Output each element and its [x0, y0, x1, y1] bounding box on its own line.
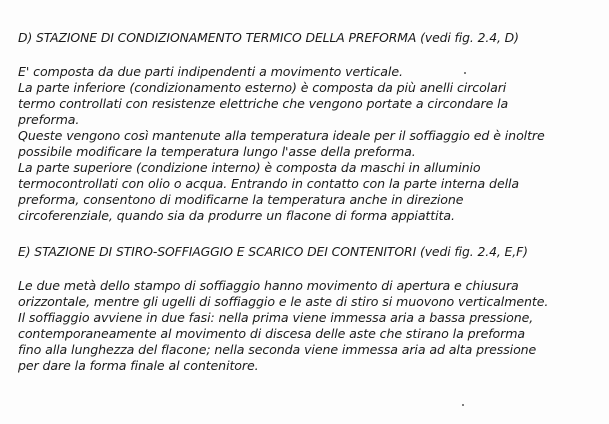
- section-d-line-8: termocontrollati con olio o acqua. Entrando in contatto con la parte interna della: [18, 176, 520, 191]
- section-e-line-1: Le due metà dello stampo di soffiaggio hanno movimento di apertura e chiusura: [18, 278, 519, 293]
- section-e-line-3: Il soffiaggio avviene in due fasi: nella prima viene immessa aria a bassa pressione,: [18, 310, 534, 325]
- section-e-line-4: contemporaneamente al movimento di discesa delle aste che stirano la preforma: [18, 326, 526, 341]
- section-d-line-7: La parte superiore (condizione interno) è composta da maschi in alluminio: [18, 160, 481, 175]
- section-d-line-3: termo controllati con resistenze elettriche che vengono portate a circondare la: [18, 96, 509, 111]
- section-e-line-6: per dare la forma finale al contenitore.: [18, 358, 259, 373]
- section-d-line-9: preforma, consentono di modificarne la temperatura anche in direzione: [18, 192, 464, 207]
- section-e-line-5: fino alla lunghezza del flacone; nella seconda viene immessa aria ad alta pressione: [18, 342, 537, 357]
- section-d-line-2: La parte inferiore (condizionamento esterno) è composta da più anelli circolari: [18, 80, 507, 95]
- section-d-line-6: possibile modificare la temperatura lungo l'asse della preforma.: [18, 144, 416, 159]
- scan-speck: [462, 404, 464, 406]
- section-d-line-5: Queste vengono così mantenute alla temperatura ideale per il soffiaggio ed è inoltre: [18, 128, 545, 143]
- section-d-heading: D) STAZIONE DI CONDIZIONAMENTO TERMICO DELLA PREFORMA (vedi fig. 2.4, D): [18, 30, 519, 45]
- section-e-line-2: orizzontale, mentre gli ugelli di soffiaggio e le aste di stiro si muovono verticalmente.: [18, 294, 549, 309]
- section-d-line-4: preforma.: [18, 112, 80, 127]
- section-d-line-10: circoferenziale, quando sia da produrre un flacone di forma appiattita.: [18, 208, 455, 223]
- section-e-heading: E) STAZIONE DI STIRO-SOFFIAGGIO E SCARICO DEI CONTENITORI (vedi fig. 2.4, E,F): [18, 244, 528, 259]
- scan-speck: [464, 72, 466, 74]
- section-d-line-1: E' composta da due parti indipendenti a movimento verticale.: [18, 64, 403, 79]
